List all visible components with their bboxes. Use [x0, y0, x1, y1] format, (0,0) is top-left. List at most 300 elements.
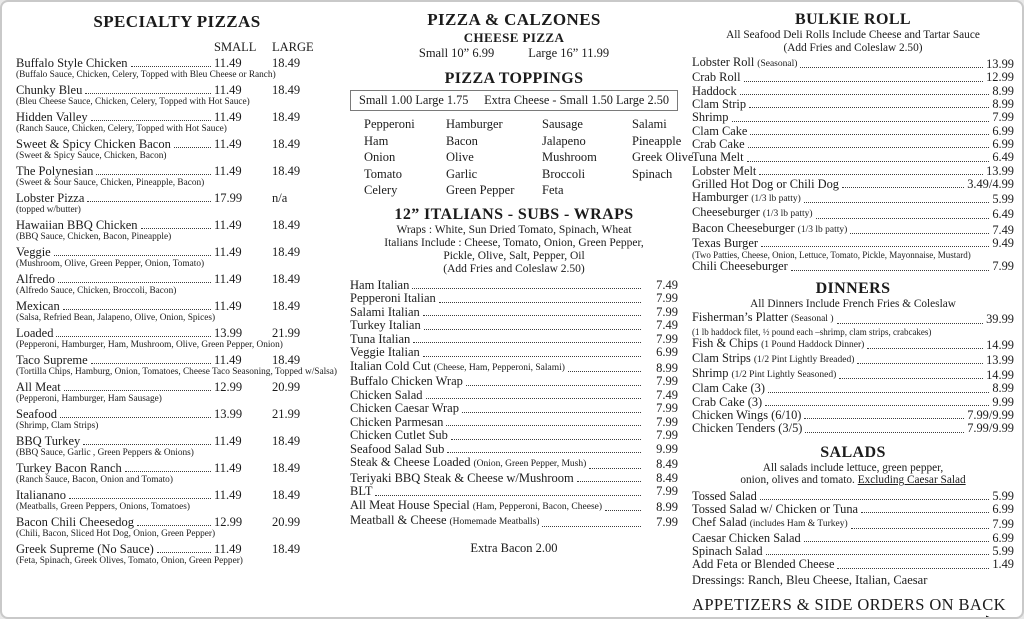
item-name: [350, 319, 421, 333]
dot-leader: [137, 525, 211, 526]
add-fries-coleslaw-note: (Add Fries and Coleslaw 2.50): [443, 262, 585, 275]
item-price-large: 21.99: [272, 407, 301, 421]
menu-item-row: [350, 499, 678, 515]
item-price: 7.99: [656, 331, 678, 346]
dot-leader: [800, 67, 983, 68]
item-name: [692, 222, 847, 237]
item-name-text: Add Feta or Blended Cheese: [692, 557, 835, 572]
menu-item: [16, 407, 338, 431]
item-price-large: 18.49: [272, 353, 301, 367]
menu-item: [16, 56, 338, 80]
item-name: [692, 237, 758, 250]
item-name-text: Bacon Cheeseburger: [692, 220, 795, 235]
salads-subtitle-2-underlined: Excluding Caesar Salad: [857, 474, 966, 487]
menu-item-row: [692, 545, 1014, 558]
item-price: 7.99: [656, 374, 678, 389]
menu-item: [350, 360, 678, 376]
item-name: [692, 71, 741, 84]
menu-item-row: [16, 380, 338, 394]
menu-item-row: [692, 206, 1014, 221]
menu-item-row: [692, 111, 1014, 124]
dot-leader: [837, 568, 989, 569]
dot-leader: [747, 161, 990, 162]
item-price: 8.49: [656, 470, 678, 485]
item-description: (topped w/butter): [16, 205, 81, 215]
item-note: (1/3 lb patty): [751, 194, 801, 205]
item-price: 7.49: [656, 277, 678, 292]
item-price: 7.49: [656, 318, 678, 333]
item-price-small: 11.49: [214, 56, 242, 70]
dot-leader: [732, 121, 990, 122]
menu-item: [16, 542, 338, 566]
menu-item: [16, 353, 338, 377]
menu-item-row: [350, 292, 678, 306]
dot-leader: [750, 134, 989, 135]
menu-item-row: [16, 326, 338, 340]
item-price: 8.49: [656, 457, 678, 472]
item-price: 6.99: [992, 123, 1014, 138]
item-name: [692, 98, 746, 111]
menu-item-row: [692, 178, 1014, 191]
dot-leader: [850, 233, 989, 234]
item-name: [350, 402, 459, 416]
menu-item-row: [350, 416, 678, 430]
item-name-text: Veggie Italian: [350, 345, 420, 360]
item-price-small: 12.99: [214, 515, 243, 529]
item-name: [350, 333, 410, 347]
menu-item-row: [692, 260, 1014, 273]
menu-item: [692, 56, 1014, 71]
dot-leader: [749, 107, 989, 108]
menu-item: [692, 237, 1014, 260]
menu-item: [692, 503, 1014, 516]
item-name: [692, 138, 745, 151]
item-name-text: Meatball & Cheese: [350, 513, 447, 528]
item-name-text: Crab Cake (3): [692, 394, 763, 409]
topping-name: Feta: [542, 183, 564, 198]
item-price: 7.99: [992, 259, 1014, 274]
menu-item-row: [350, 456, 678, 472]
menu-item: [692, 165, 1014, 178]
item-name-text: Tuna Italian: [350, 331, 411, 346]
dot-leader: [805, 432, 964, 433]
dot-leader: [842, 187, 964, 188]
dot-leader: [412, 288, 641, 289]
menu-item-row: [692, 396, 1014, 409]
item-name: Turkey Bacon Ranch: [16, 461, 122, 475]
menu-item-row: [16, 461, 338, 475]
dot-leader: [748, 147, 990, 148]
item-price: 7.49: [656, 387, 678, 402]
dot-leader: [56, 336, 211, 337]
menu-item: [16, 272, 338, 296]
menu-item-row: [692, 532, 1014, 545]
dot-leader: [83, 444, 211, 445]
item-price-large: 18.49: [272, 56, 301, 70]
dot-leader: [759, 174, 983, 175]
item-name: [350, 375, 463, 389]
menu-item: [350, 389, 678, 403]
wraps-varieties: Wraps : White, Sun Dried Tomato, Spinach, Wheat: [396, 223, 632, 236]
item-description: (Salsa, Refried Bean, Jalapeno, Olive, Onion, Spices): [16, 313, 216, 323]
item-name-text: Chicken Parmesan: [350, 414, 444, 429]
menu-item-row: [16, 272, 338, 286]
menu-item: [16, 137, 338, 161]
menu-item-row: [692, 165, 1014, 178]
menu-item: [350, 499, 678, 515]
menu-item: [16, 164, 338, 188]
menu-item: [350, 485, 678, 499]
item-price-small: 11.49: [214, 272, 242, 286]
item-price: 7.99: [656, 304, 678, 319]
menu-item-row: [350, 319, 678, 333]
item-description: (Alfredo Sauce, Chicken, Broccoli, Bacon): [16, 286, 177, 296]
item-name: Hawaiian BBQ Chicken: [16, 218, 138, 232]
item-description: (Chili, Bacon, Sliced Hot Dog, Onion, Green Pepper): [16, 529, 216, 539]
menu-item: [350, 319, 678, 333]
bulkie-roll-title: BULKIE ROLL: [795, 11, 911, 28]
dot-leader: [64, 390, 211, 391]
cheese-pizza-subtitle: CHEESE PIZZA: [463, 30, 565, 45]
menu-item-row: [692, 337, 1014, 352]
item-note: (1/3 lb patty): [797, 224, 848, 235]
item-price: 7.99/9.99: [967, 421, 1014, 436]
menu-item-row: [692, 222, 1014, 237]
dot-leader: [851, 528, 990, 529]
item-name: Veggie: [16, 245, 51, 259]
dot-leader: [131, 66, 211, 67]
dot-leader: [447, 452, 641, 453]
dot-leader: [87, 201, 211, 202]
item-price-small: 11.49: [214, 110, 242, 124]
menu-item-row: [16, 164, 338, 178]
menu-item-row: [16, 110, 338, 124]
item-name: [350, 456, 586, 472]
menu-item-row: [692, 311, 1014, 326]
item-name: [350, 306, 420, 320]
salads-items-list: [692, 490, 1014, 572]
item-name: [350, 514, 539, 530]
item-price-large: 18.49: [272, 137, 301, 151]
item-name: [692, 125, 747, 138]
menu-item: [350, 456, 678, 472]
topping-name: Hamburger: [446, 117, 503, 131]
item-name: [692, 490, 757, 503]
item-name-text: All Meat House Special: [350, 497, 470, 512]
dot-leader: [761, 246, 989, 247]
menu-item-row: [16, 56, 338, 70]
menu-item-row: [16, 245, 338, 259]
menu-item: [350, 443, 678, 457]
menu-item: [692, 396, 1014, 409]
menu-item-row: [16, 218, 338, 232]
item-price-large: 18.49: [272, 299, 301, 313]
item-price: 5.99: [992, 543, 1014, 558]
item-price-large: 18.49: [272, 272, 301, 286]
menu-item-row: [692, 503, 1014, 516]
bulkie-subtitle-2: (Add Fries and Coleslaw 2.50): [783, 41, 923, 54]
menu-item-row: [692, 558, 1014, 571]
menu-item-row: [16, 515, 338, 529]
topping-name: Pineapple: [632, 133, 682, 148]
dot-leader: [413, 342, 641, 343]
item-name: [692, 337, 864, 352]
italians-subs-wraps-title: 12” ITALIANS - SUBS - WRAPS: [394, 205, 634, 223]
menu-item-row: [692, 98, 1014, 111]
cheese-pizza-prices: [350, 45, 678, 62]
item-price-large: 18.49: [272, 542, 301, 556]
dinners-items-list: [692, 311, 1014, 435]
menu-item: [692, 490, 1014, 503]
item-name: [692, 545, 763, 558]
item-price-large: 18.49: [272, 245, 301, 259]
item-name-text: Chili Cheeseburger: [692, 259, 788, 274]
menu-item-row: [350, 514, 678, 530]
item-price: 8.99: [992, 97, 1014, 112]
menu-item-row: [692, 409, 1014, 422]
item-name: [692, 165, 756, 178]
dot-leader: [446, 425, 641, 426]
dot-leader: [804, 418, 964, 419]
topping-name: Olive: [446, 150, 474, 165]
menu-item-row: [692, 56, 1014, 71]
item-name: [692, 516, 848, 531]
dot-leader: [375, 495, 641, 496]
item-price: 3.49/4.99: [967, 176, 1014, 191]
item-name-text: Pepperoni Italian: [350, 291, 436, 306]
item-price-small: 11.49: [214, 461, 242, 475]
item-name-text: Chicken Cutlet Sub: [350, 428, 448, 443]
item-price-large: 18.49: [272, 461, 301, 475]
item-price: 12.99: [986, 70, 1014, 85]
item-name-text: Lobster Roll: [692, 55, 755, 70]
item-name: [692, 206, 813, 221]
item-price: 13.99: [986, 352, 1014, 367]
item-name-text: Spinach Salad: [692, 543, 763, 558]
menu-item: [350, 402, 678, 416]
item-price: 7.99: [656, 428, 678, 443]
item-description: (1 lb haddock filet, ½ pound each –shrimp, clam strips, crabcakes): [692, 326, 932, 337]
item-name-text: Lobster Melt: [692, 163, 757, 178]
item-price: 14.99: [986, 368, 1014, 383]
menu-item-row: [350, 360, 678, 376]
italians-items-list: [350, 279, 678, 530]
topping-name: Mushroom: [542, 150, 597, 165]
item-price: 6.49: [992, 150, 1014, 165]
item-note: (1/2 Pint Lightly Breaded): [753, 354, 855, 365]
item-name-text: Steak & Cheese Loaded: [350, 455, 471, 470]
menu-item-row: [692, 71, 1014, 84]
topping-name: Sausage: [542, 117, 583, 131]
dot-leader: [426, 398, 641, 399]
item-name-text: Chef Salad: [692, 515, 747, 530]
item-name-text: Shrimp: [692, 366, 729, 381]
menu-item: [350, 279, 678, 293]
menu-item-row: [16, 434, 338, 448]
item-price-small: 11.49: [214, 218, 242, 232]
item-price: 39.99: [986, 312, 1014, 327]
dot-leader: [867, 348, 983, 349]
item-price-small: 11.49: [214, 299, 242, 313]
menu-item-row: [350, 402, 678, 416]
menu-item: [692, 409, 1014, 422]
menu-item: [692, 516, 1014, 531]
item-note: (includes Ham & Turkey): [749, 519, 848, 530]
item-name: Sweet & Spicy Chicken Bacon: [16, 137, 171, 151]
size-header-small: SMALL: [214, 40, 257, 54]
item-name: [692, 409, 801, 422]
item-description: (Pepperoni, Hamburger, Ham, Mushroom, Olive, Green Pepper, Onion): [16, 340, 283, 350]
item-price-small: 17.99: [214, 191, 243, 205]
menu-item-row: [350, 443, 678, 457]
item-price: 7.99: [992, 517, 1014, 532]
item-name-text: Haddock: [692, 83, 737, 98]
menu-item: [16, 218, 338, 242]
menu-item-row: [16, 299, 338, 313]
menu-item-row: [692, 151, 1014, 164]
item-note: (Homemade Meatballs): [449, 517, 540, 528]
item-note: (Onion, Green Pepper, Mush): [473, 459, 587, 470]
dot-leader: [568, 371, 641, 372]
menu-item: [16, 245, 338, 269]
right-section: [692, 10, 1014, 619]
specialty-items-list: [16, 56, 338, 566]
topping-name: Ham: [364, 133, 389, 148]
dot-leader: [804, 541, 990, 542]
toppings-price-box: [350, 90, 678, 111]
salads-title: SALADS: [820, 443, 886, 461]
item-name: BBQ Turkey: [16, 434, 81, 448]
dot-leader: [157, 552, 211, 553]
item-name-text: Chicken Salad: [350, 387, 423, 402]
dot-leader: [542, 526, 641, 527]
menu-item-row: [692, 382, 1014, 395]
menu-item-row: [16, 488, 338, 502]
item-description: (Buffalo Sauce, Chicken, Celery, Topped with Bleu Cheese or Ranch): [16, 70, 276, 80]
item-name: Lobster Pizza: [16, 191, 85, 205]
dot-leader: [837, 323, 984, 324]
menu-item: [692, 545, 1014, 558]
extra-bacon-note: Extra Bacon 2.00: [470, 540, 558, 555]
menu-item: [350, 346, 678, 360]
item-price: 9.99: [992, 394, 1014, 409]
item-name: [692, 382, 765, 395]
menu-item: [692, 138, 1014, 151]
item-name: Hidden Valley: [16, 110, 88, 124]
menu-item: [692, 111, 1014, 124]
dot-leader: [605, 510, 641, 511]
item-price: 14.99: [986, 337, 1014, 352]
item-name: [692, 367, 836, 382]
item-price-small: 11.49: [214, 434, 242, 448]
item-price-large: 18.49: [272, 83, 301, 97]
item-note: (1/2 Pint Lightly Seasoned): [731, 370, 837, 381]
item-name: [692, 178, 839, 191]
dot-leader: [577, 481, 641, 482]
dot-leader: [744, 81, 984, 82]
menu-item-row: [350, 472, 678, 486]
item-note: (Seasonal): [757, 59, 798, 70]
menu-item-row: [16, 137, 338, 151]
menu-item-row: [350, 279, 678, 293]
item-name: [350, 360, 565, 376]
item-price-large: 18.49: [272, 164, 301, 178]
item-price: 5.99: [992, 488, 1014, 503]
menu-item: [350, 292, 678, 306]
menu-item: [350, 375, 678, 389]
dot-leader: [466, 385, 641, 386]
dot-leader: [58, 282, 211, 283]
item-name: Seafood: [16, 407, 57, 421]
menu-item-row: [16, 542, 338, 556]
item-price: 8.99: [992, 83, 1014, 98]
item-name-text: Salami Italian: [350, 304, 420, 319]
item-price: 7.99: [656, 401, 678, 416]
item-name-text: Crab Cake: [692, 136, 745, 151]
item-name: [692, 396, 762, 409]
item-name: The Polynesian: [16, 164, 94, 178]
item-price-large: 20.99: [272, 380, 301, 394]
dot-leader: [804, 202, 990, 203]
dot-leader: [816, 218, 990, 219]
dot-leader: [69, 498, 211, 499]
item-price-large: 18.49: [272, 434, 301, 448]
item-name-text: Chicken Caesar Wrap: [350, 401, 459, 416]
toppings-grid: [364, 116, 694, 199]
item-price: 5.99: [992, 192, 1014, 207]
item-name-text: Buffalo Chicken Wrap: [350, 374, 463, 389]
dot-leader: [424, 329, 641, 330]
menu-item-row: [692, 125, 1014, 138]
item-price-large: 18.49: [272, 488, 301, 502]
topping-name: Green Pepper: [446, 183, 515, 198]
menu-item-row: [16, 407, 338, 421]
item-description: (Mushroom, Olive, Green Pepper, Onion, Tomato): [16, 259, 205, 269]
item-name: [692, 422, 802, 435]
item-name: [692, 151, 744, 164]
menu-item: [692, 558, 1014, 571]
item-price-small: 13.99: [214, 407, 243, 421]
topping-name: Tomato: [364, 166, 403, 181]
item-price: 9.99: [656, 441, 678, 456]
specialty-pizzas-title: SPECIALTY PIZZAS: [93, 12, 261, 31]
menu-item: [692, 85, 1014, 98]
dot-leader: [451, 439, 641, 440]
topping-name: Celery: [364, 183, 398, 198]
dot-leader: [63, 309, 211, 310]
item-name: [350, 346, 420, 360]
menu-item: [692, 260, 1014, 273]
menu-item-row: [350, 429, 678, 443]
item-description: (Feta, Spinach, Greek Olives, Tomato, Onion, Green Pepper): [16, 556, 243, 566]
dot-leader: [760, 499, 989, 500]
item-name: [350, 429, 448, 443]
appetizers-back-note: APPETIZERS & SIDE ORDERS ON BACK: [692, 594, 1006, 614]
item-description: (Shrimp, Clam Strips): [16, 421, 99, 431]
item-name: [692, 532, 801, 545]
menu-item: [692, 532, 1014, 545]
item-name-text: Tuna Melt: [692, 150, 744, 165]
item-description: (BBQ Sauce, Garlic , Green Peppers & Onions): [16, 448, 194, 458]
item-name: Buffalo Style Chicken: [16, 56, 128, 70]
menu-item: [16, 110, 338, 134]
item-name-text: BLT: [350, 484, 373, 499]
menu-item-row: [692, 367, 1014, 382]
menu-item: [16, 83, 338, 107]
menu-item-row: [350, 389, 678, 403]
item-name: Taco Supreme: [16, 353, 88, 367]
dot-leader: [96, 174, 211, 175]
